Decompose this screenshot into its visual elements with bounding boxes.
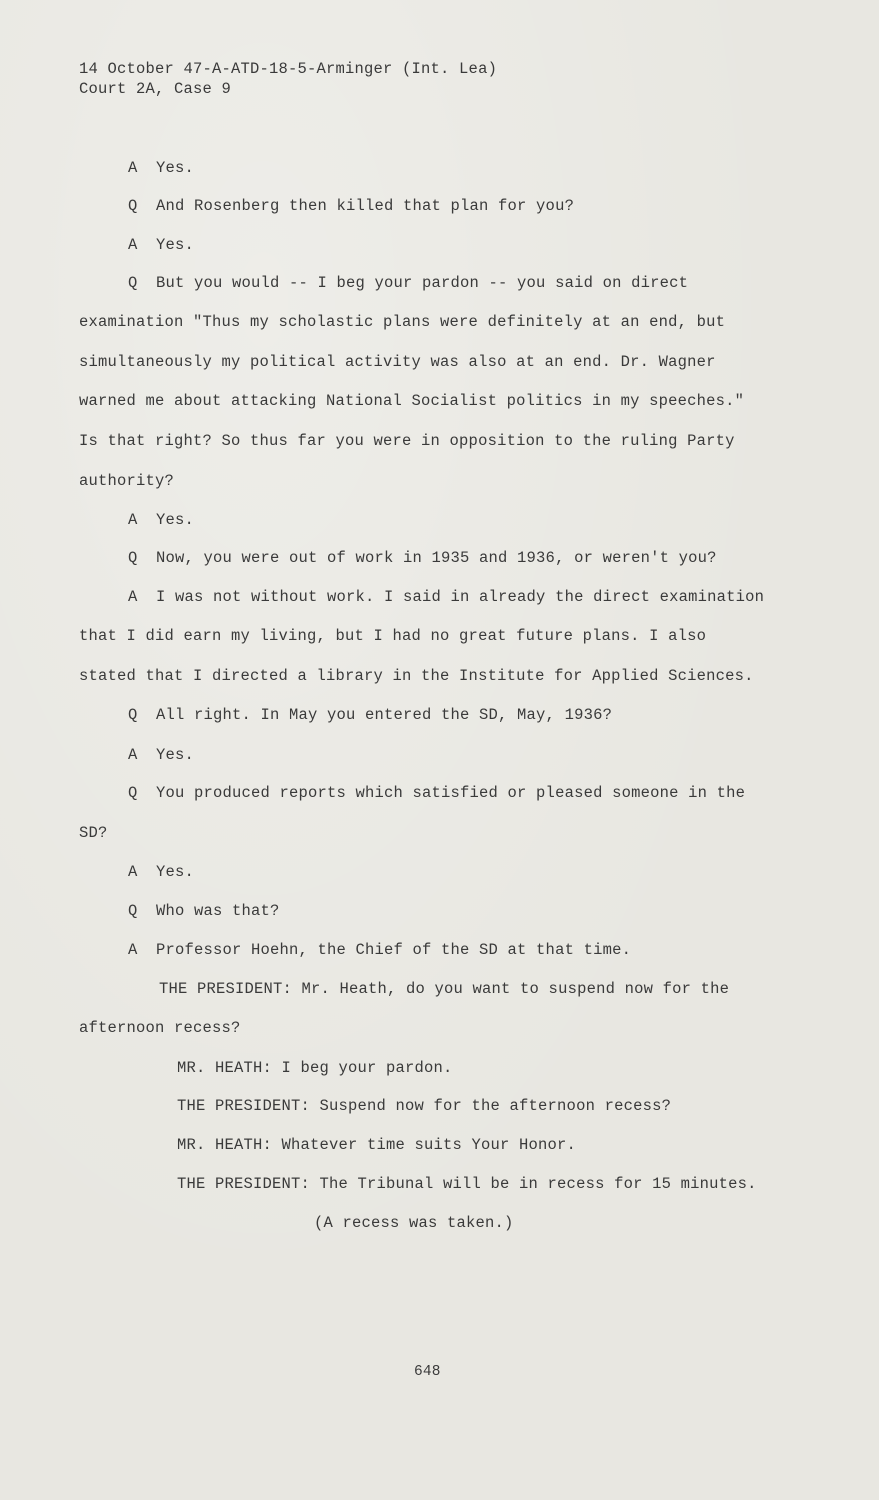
- answer-text: Yes.: [156, 236, 195, 254]
- continuation-line: simultaneously my political activity was also at an end. Dr. Wagner: [79, 353, 716, 371]
- continuation-line: stated that I directed a library in the Institute for Applied Sciences.: [79, 667, 754, 685]
- answer-line: [128, 745, 194, 765]
- heath-remark: MR. HEATH: Whatever time suits Your Honor.: [177, 1136, 577, 1154]
- continuation-line: authority?: [79, 472, 175, 490]
- answer-line: [128, 235, 194, 255]
- page-number: 648: [414, 1364, 441, 1380]
- continuation-line: warned me about attacking National Socialist politics in my speeches.": [79, 392, 745, 410]
- header-docket-line: 14 October 47-A-ATD-18-5-Arminger (Int. Lea): [79, 60, 498, 78]
- question-text: And Rosenberg then killed that plan for you?: [156, 197, 575, 215]
- answer-text: Yes.: [156, 746, 195, 764]
- question-line: [128, 783, 745, 803]
- speaker-label: Q: [128, 706, 138, 724]
- speaker-label: A: [128, 863, 138, 881]
- question-line: [128, 273, 688, 293]
- header-court-line: Court 2A, Case 9: [79, 80, 232, 98]
- president-remark: THE PRESIDENT: The Tribunal will be in recess for 15 minutes.: [177, 1175, 757, 1193]
- question-text: Who was that?: [156, 902, 280, 920]
- continuation-line: Is that right? So thus far you were in opposition to the ruling Party: [79, 432, 735, 450]
- question-text: All right. In May you entered the SD, May, 1936?: [156, 706, 613, 724]
- speaker-label: A: [128, 588, 138, 606]
- president-remark: THE PRESIDENT: Suspend now for the afternoon recess?: [177, 1097, 672, 1115]
- answer-line: [128, 587, 764, 607]
- question-line: [128, 548, 717, 568]
- question-line: [128, 196, 574, 216]
- answer-line: [128, 158, 194, 178]
- question-text: But you would -- I beg your pardon -- you said on direct: [156, 274, 689, 292]
- continuation-line: SD?: [79, 824, 108, 842]
- answer-line: [128, 510, 194, 530]
- speaker-label: A: [128, 236, 138, 254]
- heath-remark: MR. HEATH: I beg your pardon.: [177, 1059, 453, 1077]
- speaker-label: A: [128, 159, 138, 177]
- speaker-label: A: [128, 511, 138, 529]
- answer-text: Professor Hoehn, the Chief of the SD at that time.: [156, 941, 632, 959]
- speaker-label: A: [128, 941, 138, 959]
- answer-text: Yes.: [156, 159, 195, 177]
- recess-note: (A recess was taken.): [314, 1214, 514, 1232]
- speaker-label: Q: [128, 274, 138, 292]
- question-line: [128, 901, 280, 921]
- answer-line: [128, 940, 631, 960]
- speaker-label: Q: [128, 197, 138, 215]
- answer-text: Yes.: [156, 511, 195, 529]
- president-remark: THE PRESIDENT: Mr. Heath, do you want to suspend now for the: [159, 980, 730, 998]
- continuation-line: that I did earn my living, but I had no great future plans. I also: [79, 627, 707, 645]
- continuation-line: examination "Thus my scholastic plans were definitely at an end, but: [79, 313, 726, 331]
- speaker-label: Q: [128, 549, 138, 567]
- question-text: You produced reports which satisfied or pleased someone in the: [156, 784, 746, 802]
- question-text: Now, you were out of work in 1935 and 1936, or weren't you?: [156, 549, 717, 567]
- continuation-line: afternoon recess?: [79, 1019, 241, 1037]
- speaker-label: Q: [128, 784, 138, 802]
- answer-text: I was not without work. I said in already the direct examination: [156, 588, 765, 606]
- speaker-label: Q: [128, 902, 138, 920]
- speaker-label: A: [128, 746, 138, 764]
- answer-text: Yes.: [156, 863, 195, 881]
- question-line: [128, 705, 612, 725]
- answer-line: [128, 862, 194, 882]
